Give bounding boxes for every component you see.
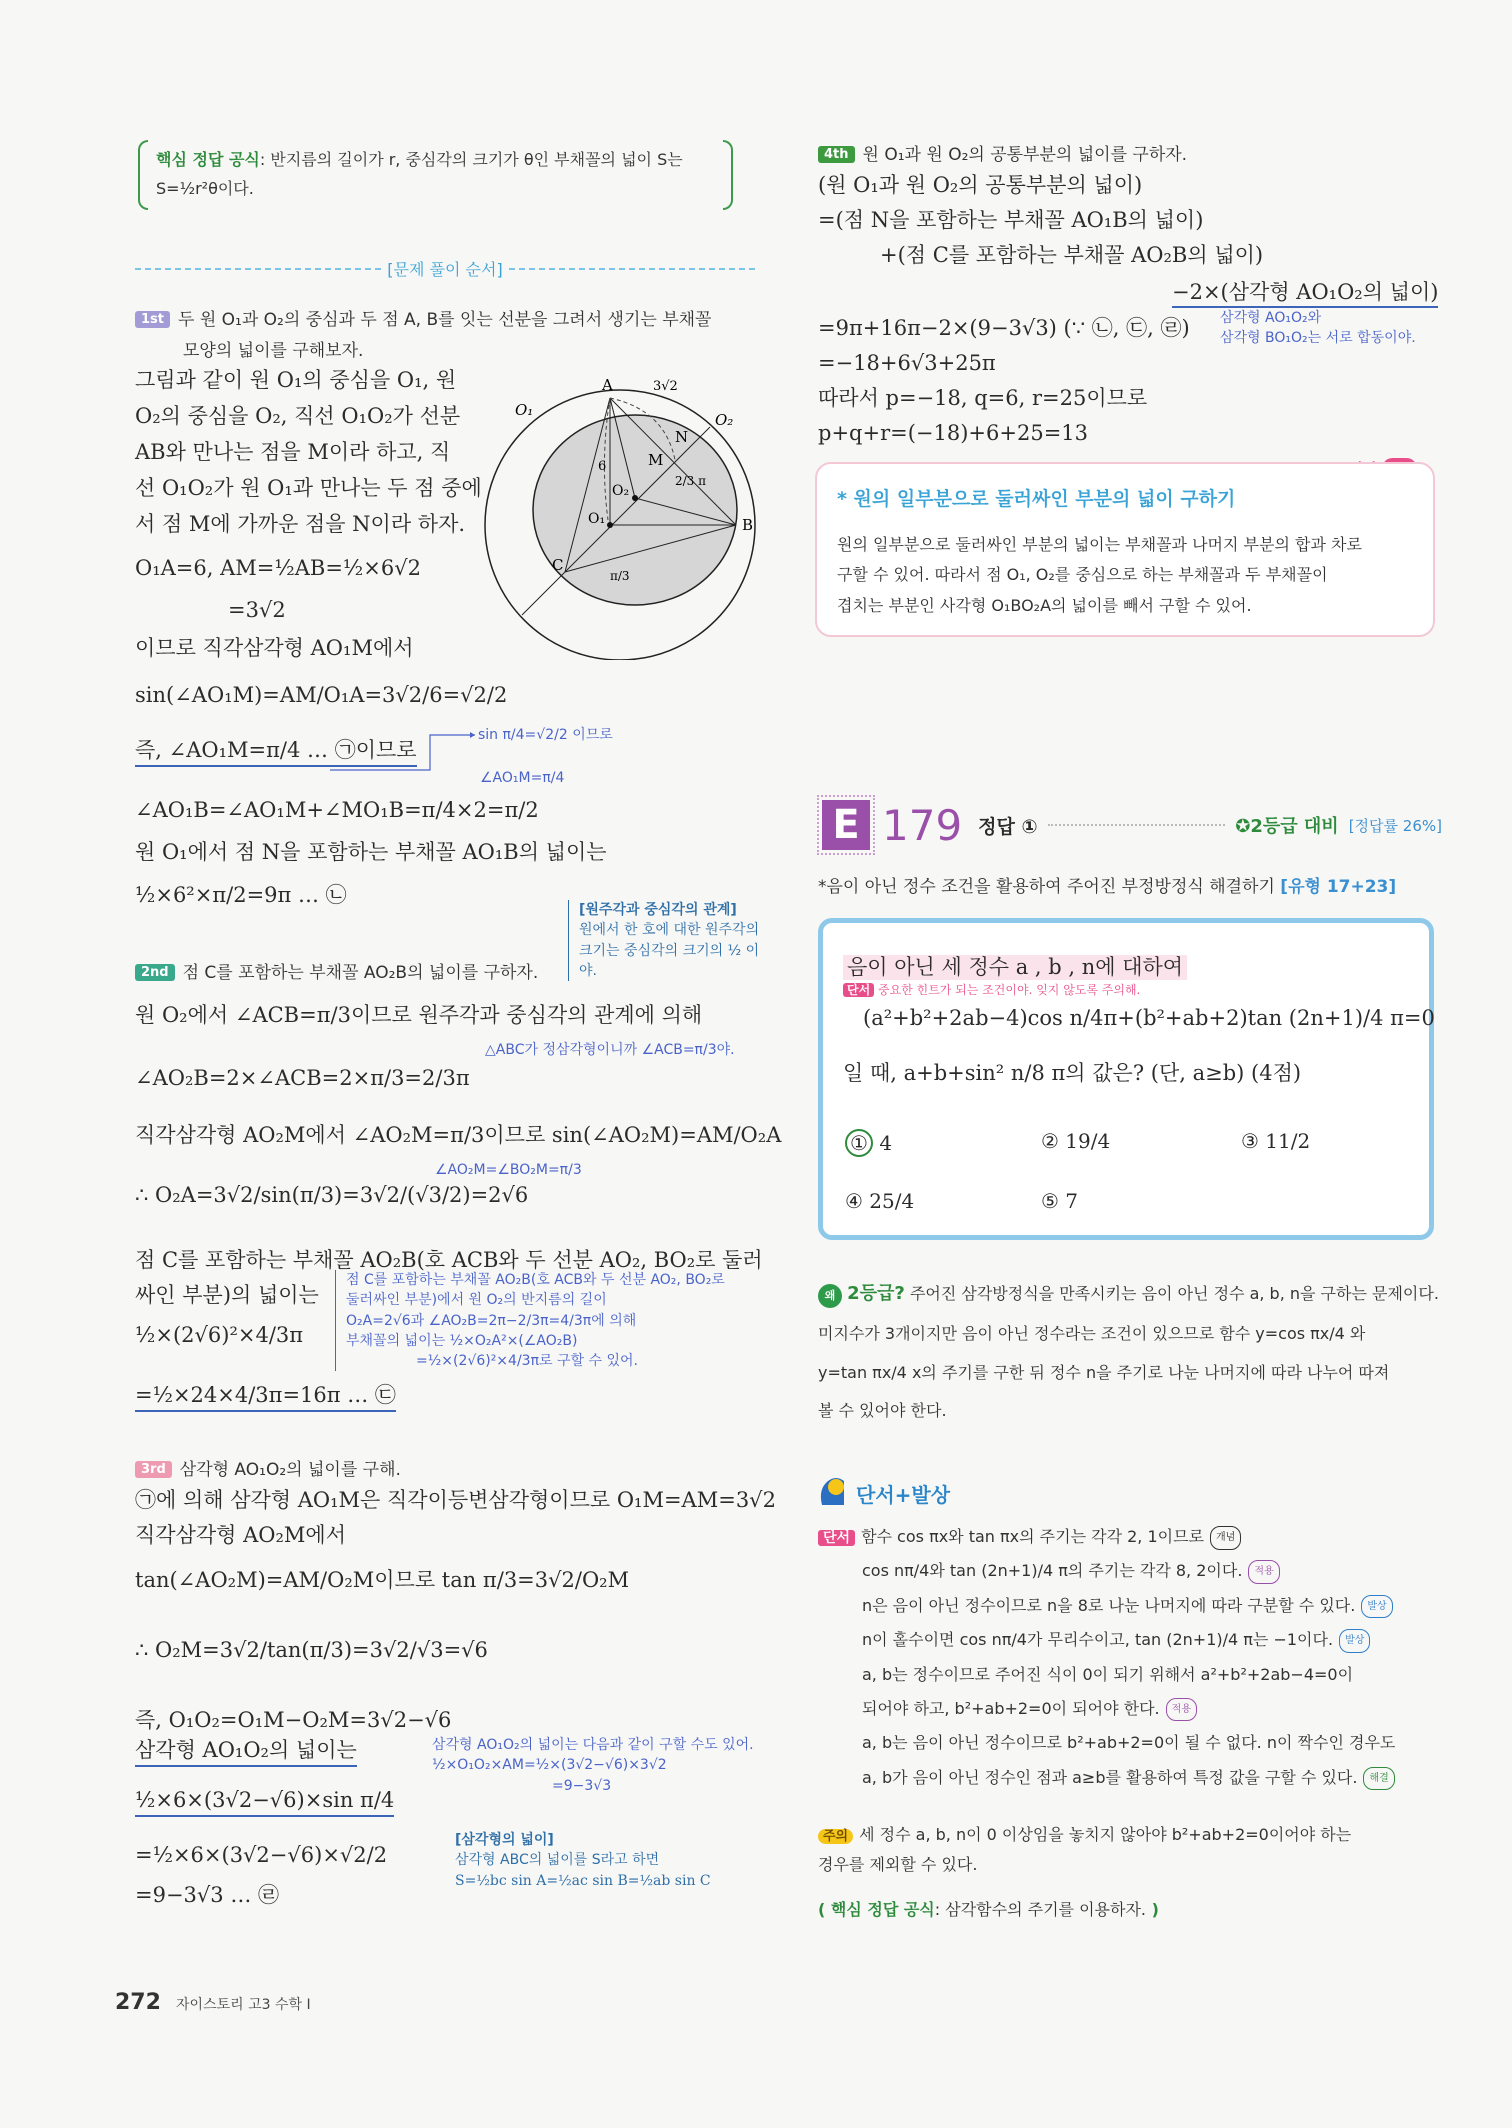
eq-o2m: ∴ O₂M=3√2/tan(π/3)=3√2/√3=√6 [135,1638,488,1662]
caution-section: 주의 세 정수 a, b, n이 0 이상임을 놓치지 않아야 b²+ab+2=0이어야 하는 경우를 제외할 수 있다. [818,1825,1352,1875]
problem-header [822,800,1442,850]
correct-answer-mark: ① [845,1129,873,1157]
tag-idea: 발상 [1339,1629,1370,1653]
eq-o1a-result: =3√2 [228,598,286,622]
problem-condition: 음이 아닌 세 정수 a , b , n에 대하여 [843,955,1187,980]
step4-line: (원 O₁과 원 O₂의 공통부분의 넓이) [818,173,1143,197]
eq-sector2-desc2: 싸인 부분)의 넓이는 [135,1283,319,1307]
eq-triangle-area: ½×6×(3√2−√6)×sin π/4 [135,1790,394,1817]
why-badge: 왜 [818,1284,842,1308]
level-badge: ✪2등급 대비 [1235,816,1339,837]
svg-text:6: 6 [598,459,607,474]
core-formula-label: 핵심 정답 공식 [156,150,260,169]
eq-o1a: O₁A=6, AM=½AB=½×6√2 [135,556,421,580]
special-lecture-box [815,462,1435,637]
eq-triangle-area-2: =½×6×(3√2−√6)×√2/2 [135,1843,388,1867]
tag-idea: 발상 [1361,1595,1392,1619]
eq-ao2m: 직각삼각형 AO₂M에서 ∠AO₂M=π/3이므로 sin(∠AO₂M)=AM/O₂A [135,1123,782,1147]
svg-text:N: N [675,428,689,446]
clue-idea-header: 단서+발상 [818,1475,950,1511]
step-1-description: 그림과 같이 원 O₁의 중심을 O₁, 원 O₂의 중심을 O₂, 직선 O₁O₂가 선분 AB와 만나는 점을 M이라 하고, 직 선 O₁O₂가 원 O₁과 만나는 두 점 중에 서 점 M에 가까운 점을 N이라 하자. [135,368,482,536]
svg-text:C: C [552,556,564,574]
step-1-header: 1st 두 원 O₁과 O₂의 중심과 두 점 A, B를 잇는 선분을 그려서 생기는 부채꼴 모양의 넓이를 구해보자. [135,305,765,361]
core-formula-footer: ( 핵심 정답 공식: 삼각함수의 주기를 이용하자. ) [818,1900,1159,1919]
clue-badge: 단서 [818,1530,855,1546]
type-tag: [유형 17+23] [1280,877,1397,897]
step-3-header: 3rd 삼각형 AO₁O₂의 넓이를 구해. [135,1455,401,1480]
eq-triangle-area-result: =9−3√3 … ㉣ [135,1883,280,1907]
eq-ao2b: ∠AO₂B=2×∠ACB=2×π/3=2/3π [135,1066,470,1090]
page-number: 272 [115,1990,161,2015]
eq-angle-result: 즉, ∠AO₁M=π/4 … ㉠이므로 [135,740,417,767]
note-inscribed-angle: [원주각과 중심각의 관계] 원에서 한 호에 대한 원주각의 크기는 중심각의 크기의 ½ 이야. [568,900,768,981]
choice-4[interactable]: ④ 25/4 [845,1189,915,1213]
tag-apply: 적용 [1248,1560,1279,1584]
eq-triangle-ao2m: 직각삼각형 AO₂M에서 [135,1523,346,1547]
step4-line: +(점 C를 포함하는 부채꼴 AO₂B의 넓이) [880,243,1264,267]
eq-sector2-desc: 점 C를 포함하는 부채꼴 AO₂B(호 ACB와 두 선분 AO₂, BO₂로 둘러 [135,1248,763,1272]
step-badge-2nd: 2nd [135,964,175,981]
note-congruent: 삼각형 AO₁O₂와 삼각형 BO₁O₂는 서로 합동이야. [1220,310,1416,347]
eq-sin: sin(∠AO₁M)=AM/O₁A=3√2/6=√2/2 [135,683,508,707]
choice-3[interactable]: ③ 11/2 [1241,1129,1311,1153]
eq-triangle-area-label: 삼각형 AO₁O₂의 넓이는 [135,1740,357,1767]
accuracy-rate: [정답률 26%] [1348,816,1442,835]
note-sin-pi-4: sin π/4=√2/2 이므로 [478,727,613,743]
svg-text:O₂: O₂ [612,483,630,499]
core-formula-equation: S=½r²θ이다. [156,178,254,198]
tag-concept: 개념 [1210,1526,1241,1550]
hint-badge: 단서 [843,983,874,997]
step-badge-3rd: 3rd [135,1461,172,1478]
problem-question: 일 때, a+b+sin² n/8 π의 값은? (단, a≥b) (4점) [843,1061,1302,1085]
core-formula-text: : 반지름의 길이가 r, 중심각의 크기가 θ인 부채꼴의 넓이 S는 [259,150,683,169]
step-badge-4th: 4th [818,146,855,163]
svg-text:A: A [602,376,613,394]
arrow-connector [330,730,480,775]
svg-text:O₁: O₁ [515,401,534,419]
note-alt-area: 삼각형 AO₁O₂의 넓이는 다음과 같이 구할 수도 있어. ½×O₁O₂×AM=½×(3√2−√6)×3√2 =9−3√3 [432,1737,754,1794]
eq-sector2-area: ½×(2√6)²×4/3π [135,1323,304,1347]
dashed-divider [135,268,381,270]
caution-badge: 주의 [818,1829,853,1844]
lightbulb-head-icon [818,1475,848,1511]
special-title: * 원의 일부분으로 둘러싸인 부분의 넓이 구하기 [837,488,1236,510]
choice-2[interactable]: ② 19/4 [1041,1129,1111,1153]
problem-letter-badge: E [822,800,870,850]
solution-order-title: [문제 풀이 순서] [135,257,755,280]
step4-line: =−18+6√3+25π [818,351,996,375]
choice-5[interactable]: ⑤ 7 [1041,1189,1079,1213]
step4-line: 따라서 p=−18, q=6, r=25이므로 [818,386,1148,410]
hint-line: 단서 중요한 힌트가 되는 조건이야. 잊지 않도록 주의해. [843,981,1140,998]
svg-text:π/3: π/3 [610,569,630,583]
svg-text:O₁: O₁ [588,511,606,527]
svg-text:3√2: 3√2 [653,379,678,394]
dotted-leader [1048,824,1226,826]
dashed-divider [509,268,755,270]
eq-sector2-result: =½×24×4/3π=16π … ㉢ [135,1385,396,1412]
step4-line: =9π+16π−2×(9−3√3) (∵ ㉡, ㉢, ㉣) [818,316,1190,340]
eq-sector-area: ½×6²×π/2=9π … ㉡ [135,883,347,907]
problem-equation: (a²+b²+2ab−4)cos n/4π+(b²+ab+2)tan (2n+1)/4 π=0 [863,1006,1435,1030]
svg-text:M: M [648,451,664,469]
step-4-header: 4th 원 O₁과 원 O₂의 공통부분의 넓이를 구하자. [818,140,1187,165]
clue-list: 단서 함수 cos πx와 tan πx의 주기는 각각 2, 1이므로 개념 cos nπ/4와 tan (2n+1)/4 π의 주기는 각각 8, 2이다. 적용 n은 음이 아닌 정수이므로 n을 8로 나눈 나머지에 따라 구분할 수 있다. 발상 n이 홀수이면 cos nπ/4가 무리수이고, tan (2n+1)/4 π는 −1이다. 발상 a, b는 정수이므로 주어진 식이 0이 되기 위해서 a²+b²+2ab−4=0이 되어야 하고, b²+ab+2=0이 되어야 한다. 적용 a, b는 음이 아닌 정수이므로 b²+ab+2=0이 될 수 없다. n이 짝수인 경우도 a, b가 음이 아닌 정수인 점과 a≥b를 활용하여 특정 값을 구할 수 있다. 해결 [818,1520,1448,1795]
note-sector2: 점 C를 포함하는 부채꼴 AO₂B(호 ACB와 두 선분 AO₂, BO₂로 둘러싸인 부분)에서 원 O₂의 반지름의 길이 O₂A=2√6과 ∠AO₂B=2π−2/3π=4/3π에 의해 부채꼴의 넓이는 ½×O₂A²×(∠AO₂B) =½×(2√6)²×4/3π로 구할 수 있어. [335,1270,765,1371]
special-body: 원의 일부분으로 둘러싸인 부분의 넓이는 부채꼴과 나머지 부분의 합과 차로 구할 수 있어. 따라서 점 O₁, O₂를 중심으로 하는 부채꼴과 두 부채꼴이 겹치는 부분인 사각형 O₁BO₂A의 넓이를 빼서 구할 수 있어. [837,535,1362,615]
eq-triangle: 이므로 직각삼각형 AO₁M에서 [135,636,414,660]
svg-text:B: B [742,516,754,534]
problem-subtitle: *음이 아닌 정수 조건을 활용하여 주어진 부정방정식 해결하기 [유형 17+23] [818,877,1397,897]
core-formula-box [138,138,733,212]
book-title: 자이스토리 고3 수학 I [176,1997,311,2013]
page-footer [115,1990,311,2015]
note-equilateral: △ABC가 정삼각형이니까 ∠ACB=π/3야. [485,1042,735,1058]
eq-tan: tan(∠AO₂M)=AM/O₂M이므로 tan π/3=3√2/O₂M [135,1568,630,1592]
tag-solve: 해결 [1363,1767,1394,1791]
note-triangle-area-formula: [삼각형의 넓이] 삼각형 ABC의 넓이를 S라고 하면 S=½bc sin A=½ac sin B=½ab sin C [455,1832,711,1889]
eq-o1o2: 즉, O₁O₂=O₁M−O₂M=3√2−√6 [135,1708,452,1732]
choice-1[interactable]: ① 4 [845,1129,892,1157]
eq-acb: 원 O₂에서 ∠ACB=π/3이므로 원주각과 중심각의 관계에 의해 [135,1003,703,1027]
answer-label: 정답 ① [978,815,1038,838]
step4-line: p+q+r=(−18)+6+25=13 [818,421,1089,445]
step4-line: −2×(삼각형 AO₁O₂의 넓이) [1172,282,1438,308]
tag-apply: 적용 [1166,1698,1197,1722]
geometry-figure [470,360,770,660]
svg-text:2/3 π: 2/3 π [675,474,707,488]
eq-o2a: ∴ O₂A=3√2/sin(π/3)=3√2/(√3/2)=2√6 [135,1183,529,1207]
note-angle: ∠AO₁M=π/4 [480,770,565,786]
note-ao2m: ∠AO₂M=∠BO₂M=π/3 [435,1162,582,1178]
problem-box [818,918,1434,1240]
step-badge-1st: 1st [135,311,170,328]
eq-isosceles: ㉠에 의해 삼각형 AO₁M은 직각이등변삼각형이므로 O₁M=AM=3√2 [135,1488,776,1512]
step-2-header: 2nd 점 C를 포함하는 부채꼴 AO₂B의 넓이를 구하자. [135,958,538,983]
eq-angle-aob: ∠AO₁B=∠AO₁M+∠MO₁B=π/4×2=π/2 [135,798,539,822]
step4-line: =(점 N을 포함하는 부채꼴 AO₁B의 넓이) [818,208,1204,232]
svg-text:O₂: O₂ [715,411,734,429]
problem-number: 179 [882,800,963,850]
why-label: 2등급? [847,1283,905,1304]
eq-sector-label: 원 O₁에서 점 N을 포함하는 부채꼴 AO₁B의 넓이는 [135,840,607,864]
why-section: 왜 2등급? 주어진 삼각방정식을 만족시키는 음이 아닌 정수 a, b, n을 구하는 문제이다. 미지수가 3개이지만 음이 아닌 정수라는 조건이 있으므로 함수 y=cos πx/4 와 y=tan πx/4 x의 주기를 구한 뒤 정수 n을 주기로 나눈 나머지에 따라 나누어 따져 볼 수 있어야 한다. [818,1283,1439,1420]
